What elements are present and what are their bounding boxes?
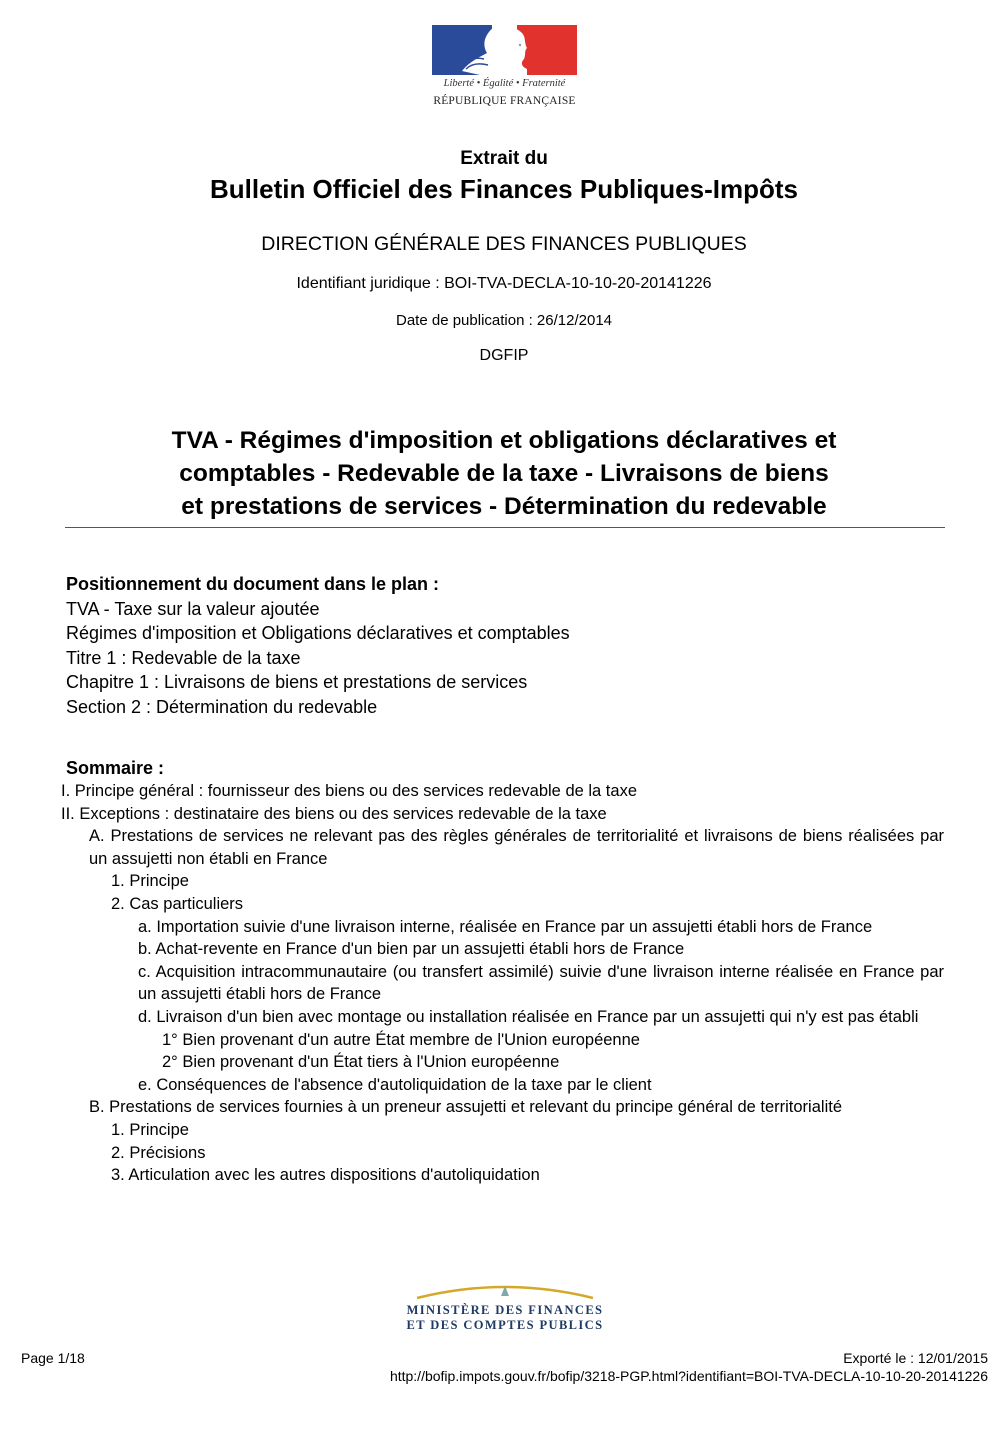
positionnement-section: [66, 572, 946, 720]
sommaire-item: 3. Articulation avec les autres dispositions d'autoliquidation: [111, 1166, 540, 1185]
title-line: comptables - Redevable de la taxe - Livraisons de biens: [179, 460, 829, 487]
sommaire-item: d. Livraison d'un bien avec montage ou installation réalisée en France par un assujetti qui n'y est pas établi: [138, 1007, 919, 1026]
sommaire-heading: Sommaire :: [66, 758, 165, 778]
sommaire-item: A. Prestations de services ne relevant pas des règles générales de territorialité et livraisons de biens réalisées par un assujetti non établi en France: [89, 827, 944, 868]
plan-item: Section 2 : Détermination du redevable: [66, 696, 378, 717]
ministere-name-line1: MINISTÈRE DES FINANCES: [406, 1303, 604, 1317]
sommaire-item: 2. Cas particuliers: [111, 894, 244, 913]
sommaire-item: B. Prestations de services fournies à un preneur assujetti et relevant du principe général de territorialité: [89, 1098, 842, 1117]
plan-item: Chapitre 1 : Livraisons de biens et prestations de services: [66, 672, 528, 693]
title-divider: [65, 527, 945, 528]
ministere-name-line2: ET DES COMPTES PUBLICS: [406, 1318, 604, 1332]
marianne-logo-icon: [432, 25, 577, 75]
ministere-logo: [395, 1280, 615, 1340]
sommaire-item: e. Conséquences de l'absence d'autoliquidation de la taxe par le client: [138, 1075, 652, 1094]
extrait-label: Extrait du: [460, 148, 548, 169]
source-url[interactable]: http://bofip.impots.gouv.fr/bofip/3218-PGP.html?identifiant=BOI-TVA-DECLA-10-10-20-20141226: [389, 1368, 988, 1384]
export-date: Exporté le : 12/01/2015: [843, 1350, 988, 1366]
page-number: Page 1/18: [21, 1350, 85, 1366]
sommaire-item: I. Principe général : fournisseur des biens ou des services redevable de la taxe: [61, 782, 637, 800]
direction-label: DIRECTION GÉNÉRALE DES FINANCES PUBLIQUES: [261, 233, 747, 255]
positionnement-heading: Positionnement du document dans le plan :: [66, 574, 440, 594]
sommaire-list: [61, 780, 944, 1187]
title-line: et prestations de services - Détermination du redevable: [181, 493, 827, 520]
identifiant-juridique: Identifiant juridique : BOI-TVA-DECLA-10-10-20-20141226: [296, 275, 712, 292]
sommaire-item: 2. Précisions: [111, 1143, 206, 1162]
sommaire-item: 2° Bien provenant d'un État tiers à l'Union européenne: [162, 1053, 560, 1072]
plan-item: TVA - Taxe sur la valeur ajoutée: [66, 598, 320, 619]
sommaire-item: c. Acquisition intracommunautaire (ou transfert assimilé) suivie d'une livraison interne réalisée en France par un assujetti établi hors de France: [138, 962, 944, 1004]
title-line: TVA - Régimes d'imposition et obligations déclaratives et: [171, 427, 837, 454]
logo-name: RÉPUBLIQUE FRANÇAISE: [433, 95, 576, 107]
sommaire-section: [61, 756, 944, 1187]
sommaire-item: a. Importation suivie d'une livraison interne, réalisée en France par un assujetti établi hors de France: [138, 917, 873, 936]
plan-item: Régimes d'imposition et Obligations déclaratives et comptables: [66, 623, 570, 644]
dgfip-label: DGFIP: [479, 347, 529, 364]
sommaire-item: 1. Principe: [111, 872, 189, 891]
sommaire-item: II. Exceptions : destinataire des biens ou des services redevable de la taxe: [61, 804, 607, 823]
sommaire-item: 1° Bien provenant d'un autre État membre de l'Union européenne: [162, 1030, 640, 1049]
document-title: [0, 424, 1008, 523]
marianne-eye: [519, 44, 521, 46]
date-publication: Date de publication : 26/12/2014: [396, 312, 612, 329]
bulletin-title: Bulletin Officiel des Finances Publiques-Impôts: [210, 174, 798, 204]
republique-francaise-logo: [432, 25, 577, 115]
sommaire-item: 1. Principe: [111, 1120, 189, 1139]
plan-item: Titre 1 : Redevable de la taxe: [66, 647, 301, 668]
flag-red-band: [517, 25, 577, 75]
sommaire-item: b. Achat-revente en France d'un bien par un assujetti établi hors de France: [138, 940, 685, 959]
logo-motto: Liberté • Égalité • Fraternité: [443, 78, 566, 89]
